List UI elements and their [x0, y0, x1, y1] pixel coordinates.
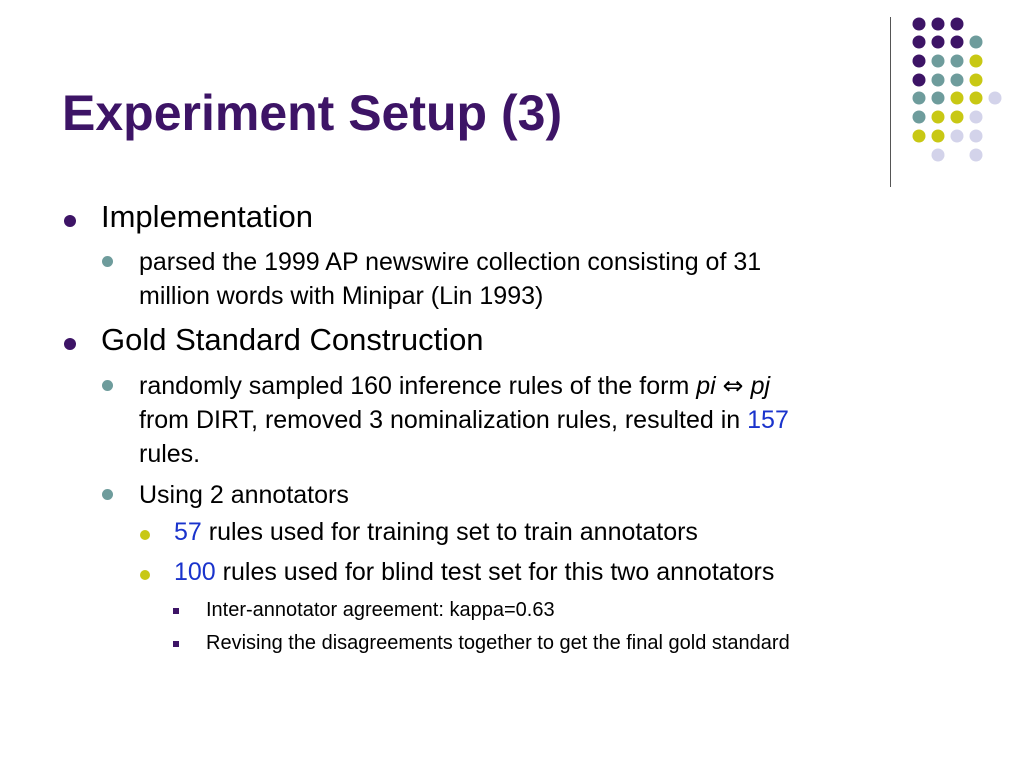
dot [932, 130, 945, 143]
bullet-gold-standard: Gold Standard Construction [101, 322, 484, 357]
dot [970, 36, 983, 49]
blind-count-highlight: 100 [174, 558, 216, 586]
dot [951, 130, 964, 143]
bullet-revising: Revising the disagreements together to get the final gold standard [206, 632, 790, 654]
dot [913, 92, 926, 105]
dot [970, 74, 983, 87]
sampled-text-2: from DIRT, removed 3 nominalization rules, resulted in [139, 406, 748, 434]
space [716, 372, 723, 400]
dot [970, 92, 983, 105]
space [744, 372, 751, 400]
training-count-highlight: 57 [174, 518, 202, 546]
bullet-marker-icon [173, 641, 179, 647]
bullet-marker-icon [102, 489, 113, 500]
dot [932, 55, 945, 68]
bullet-marker-icon [102, 380, 113, 391]
bullet-marker-icon [140, 570, 150, 580]
rule-count-highlight: 157 [747, 406, 789, 434]
title-divider-line [890, 17, 891, 187]
dot [913, 55, 926, 68]
dot [970, 130, 983, 143]
dot [970, 111, 983, 124]
bullet-annotators: Using 2 annotators [139, 481, 349, 509]
bullet-marker-icon [173, 608, 179, 614]
dot [913, 130, 926, 143]
training-text: rules used for training set to train annotators [201, 518, 698, 546]
iff-symbol: ⇔ [722, 371, 744, 400]
dot [951, 92, 964, 105]
bullet-implementation: Implementation [101, 199, 313, 234]
sampled-text: randomly sampled 160 inference rules of the form [139, 372, 697, 400]
dot [970, 149, 983, 162]
dot [970, 55, 983, 68]
bullet-marker-icon [140, 530, 150, 540]
bullet-implementation-detail-line1: parsed the 1999 AP newswire collection consisting of 31 [139, 248, 762, 276]
dot [913, 36, 926, 49]
dot [951, 18, 964, 31]
bullet-marker-icon [102, 256, 113, 267]
dot [951, 36, 964, 49]
dot [932, 74, 945, 87]
dot [932, 111, 945, 124]
dot [913, 74, 926, 87]
dot [951, 74, 964, 87]
blind-text: rules used for blind test set for this two annotators [215, 558, 775, 586]
dot [932, 149, 945, 162]
bullet-implementation-detail-line2: million words with Minipar (Lin 1993) [139, 282, 544, 310]
bullet-sampled-line1 [139, 369, 770, 403]
bullet-blind-test-set [174, 558, 774, 587]
dot [913, 18, 926, 31]
bullet-kappa: Inter-annotator agreement: kappa=0.63 [206, 599, 555, 621]
dot [932, 18, 945, 31]
dot [932, 36, 945, 49]
dot [989, 92, 1002, 105]
dot [932, 92, 945, 105]
dot [951, 111, 964, 124]
dot [913, 111, 926, 124]
bullet-marker-icon [64, 338, 76, 350]
bullet-marker-icon [64, 215, 76, 227]
dot [951, 55, 964, 68]
pj-term: pj [750, 372, 771, 400]
slide-title: Experiment Setup (3) [62, 85, 563, 141]
pi-term: pi [696, 372, 716, 400]
bullet-sampled-line3: rules. [139, 440, 201, 468]
bullet-training-set [174, 518, 698, 547]
bullet-sampled-line2 [139, 403, 789, 437]
